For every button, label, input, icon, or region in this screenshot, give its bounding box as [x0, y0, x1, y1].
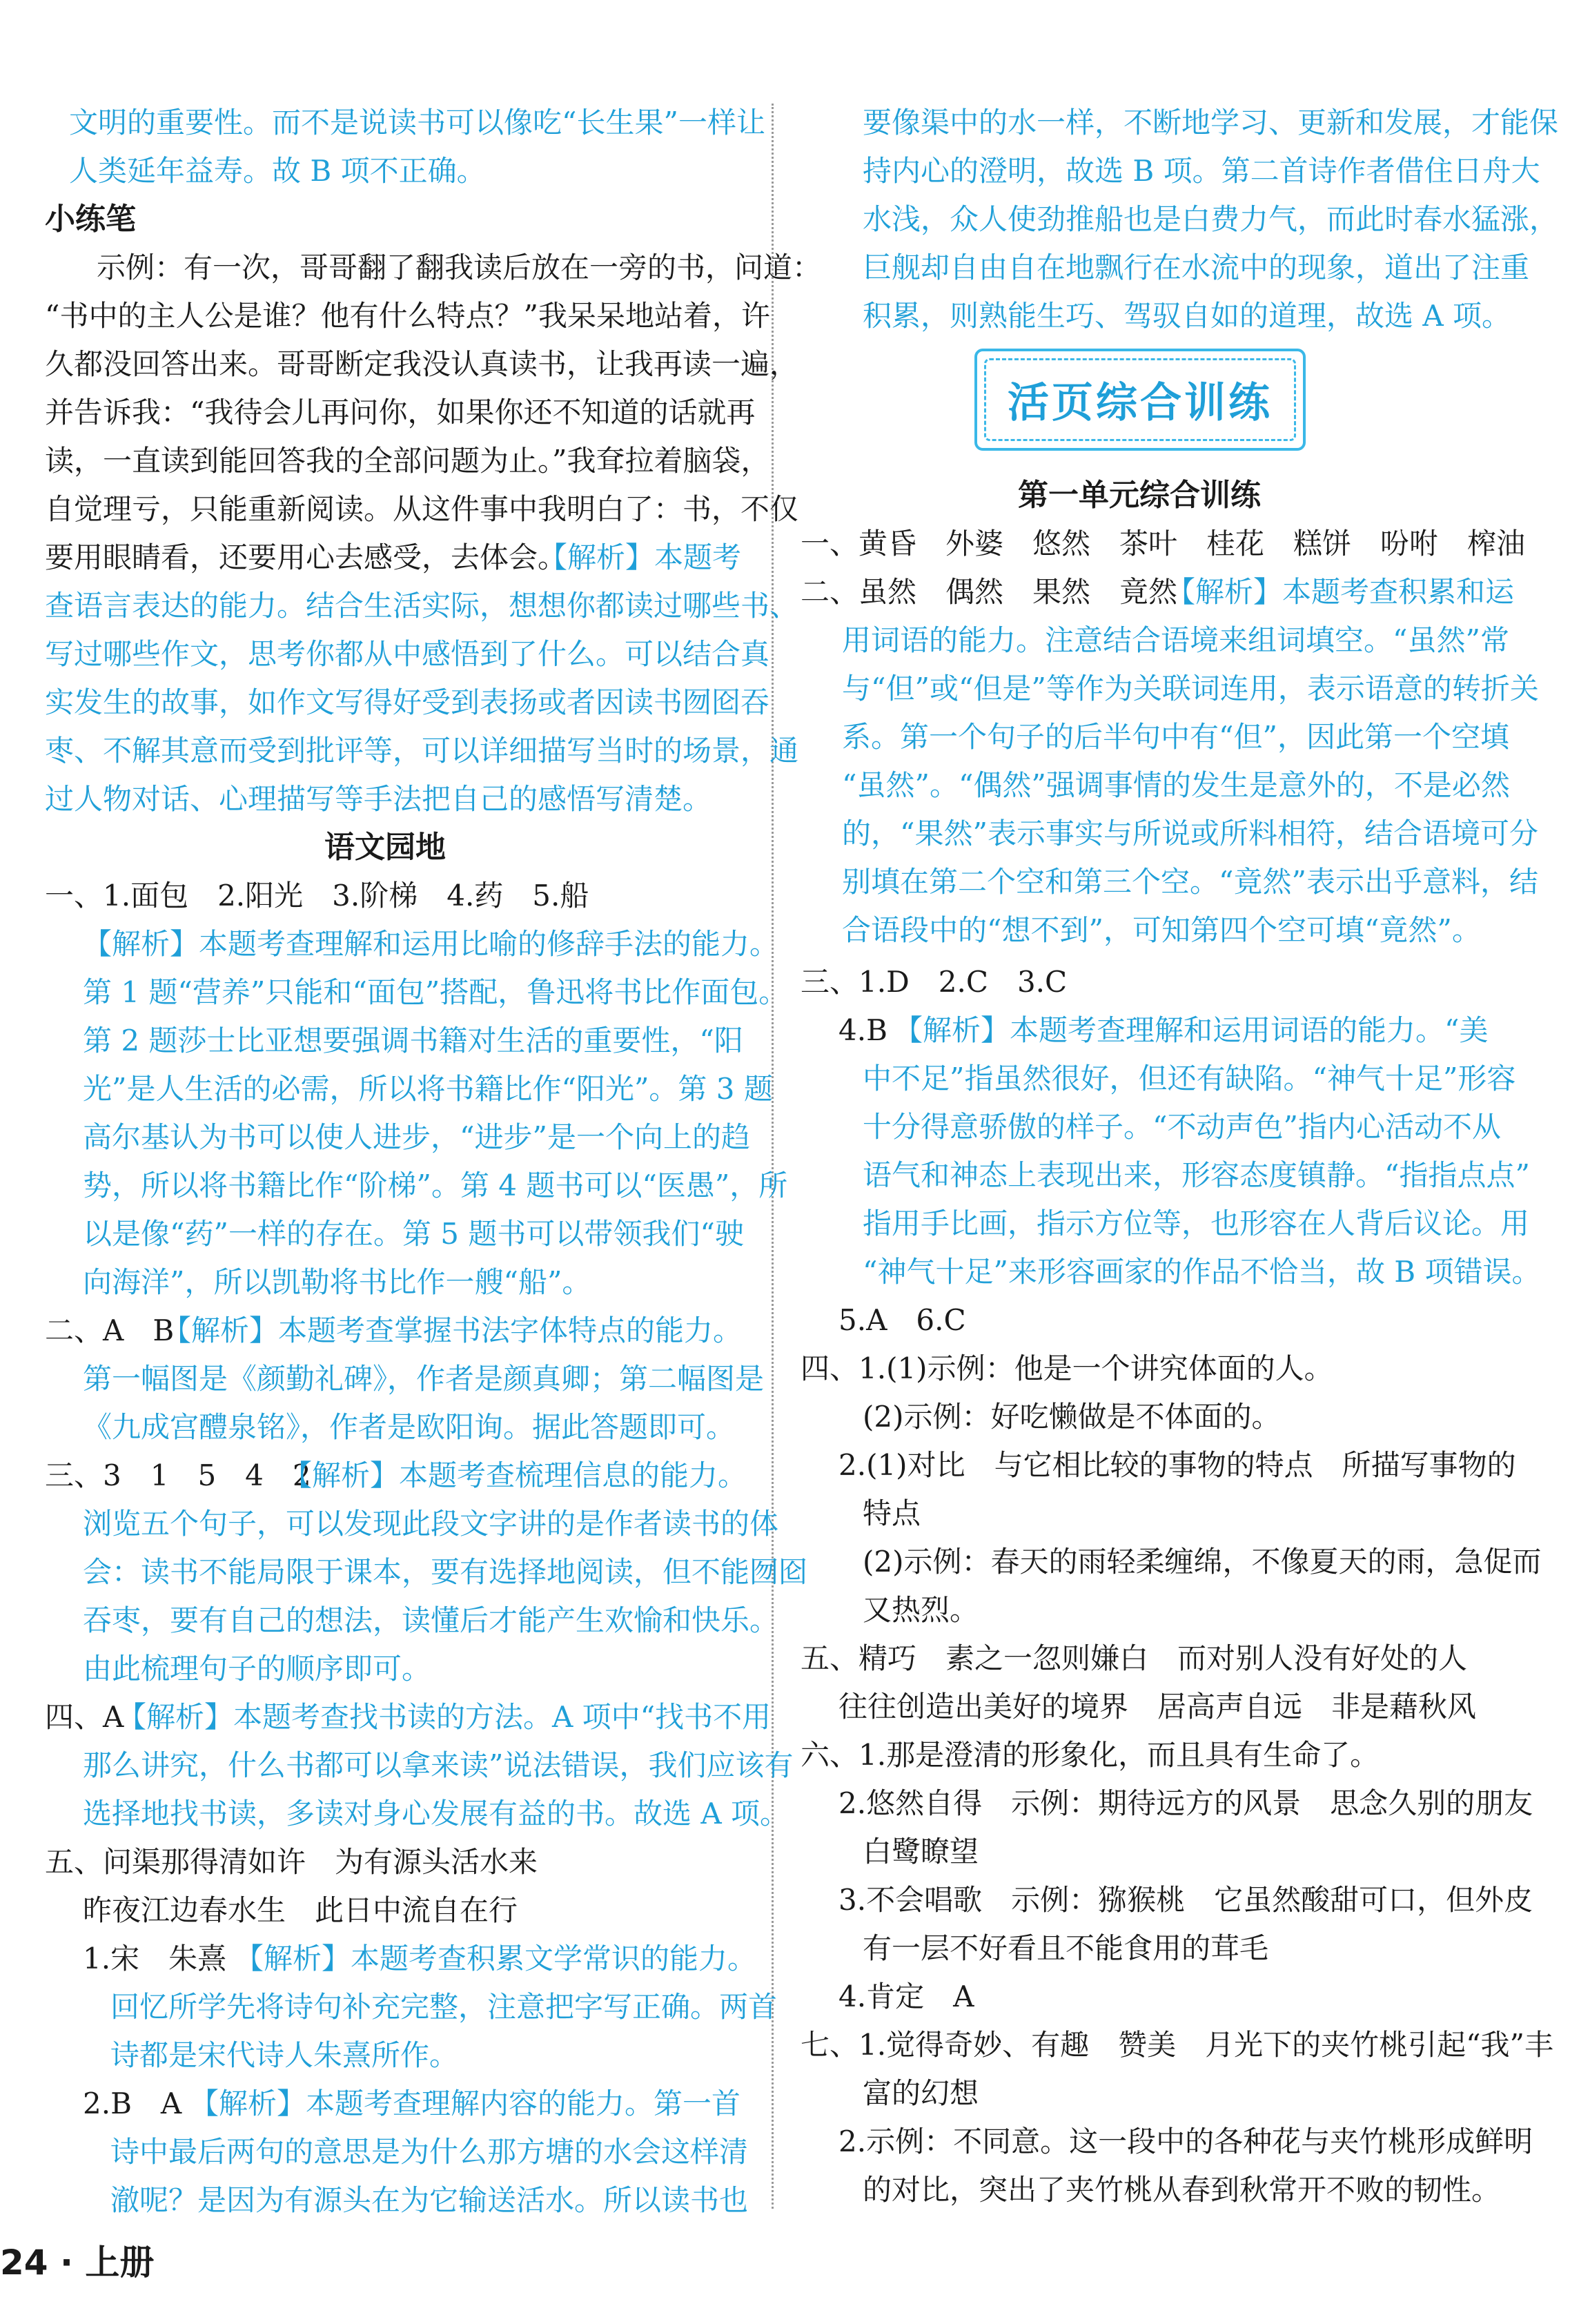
- right-text-line: (2)示例：好吃懒做是不体面的。: [863, 1400, 1281, 1434]
- right-text-line: 有一层不好看且不能食用的茸毛: [863, 1931, 1269, 1965]
- right-text-line: 四、1.(1)示例：他是一个讲究体面的人。: [801, 1351, 1333, 1385]
- right-text-line: 3.不会唱歌 示例：猕猴桃 它虽然酸甜可口，但外皮: [838, 1883, 1533, 1917]
- right-text-line: 系。第一个句子的后半句中有“但”，因此第一个空填: [842, 720, 1509, 754]
- left-text-line: 向海洋”，所以凯勒将书比作一艘“船”。: [83, 1265, 591, 1299]
- left-text-line: 二、A B: [45, 1314, 175, 1347]
- right-text-line: 七、1.觉得奇妙、有趣 赞美 月光下的夹竹桃引起“我”丰: [801, 2028, 1554, 2062]
- left-text-line: 选择地找书读，多读对身心发展有益的书。故选 A 项。: [83, 1797, 789, 1830]
- right-text-line: 的对比，突出了夹竹桃从春到秋常开不败的韧性。: [863, 2173, 1501, 2207]
- left-text-line: 诗中最后两句的意思是为什么那方塘的水会这样清: [110, 2135, 749, 2169]
- right-text-line: 五、精巧 素之一忽则嫌白 而对别人没有好处的人: [801, 1641, 1468, 1675]
- right-text-line: 指用手比画，指示方位等，也形容在人背后议论。用: [863, 1207, 1530, 1240]
- left-text-line: 过人物对话、心理描写等手法把自己的感悟写清楚。: [45, 782, 712, 816]
- left-text-line: 语文园地: [324, 830, 446, 865]
- left-text-line: 写过哪些作文，思考你都从中感悟到了什么。可以结合真: [45, 637, 770, 671]
- left-text-line: 昨夜江边春水生 此日中流自在行: [83, 1893, 518, 1927]
- left-text-line: 查语言表达的能力。结合生活实际，想想你都读过哪些书、: [45, 589, 799, 623]
- right-text-line: 六、1.那是澄清的形象化，而且具有生命了。: [801, 1738, 1380, 1772]
- right-text-line: 【解析】本题考查理解和运用词语的能力。“美: [894, 1013, 1489, 1047]
- left-text-line: 第 1 题“营养”只能和“面包”搭配，鲁迅将书比作面包。: [83, 975, 788, 1009]
- right-text-line: 一、黄昏 外婆 悠然 茶叶 桂花 糕饼 吩咐 榨油: [801, 527, 1526, 560]
- left-text-line: 并告诉我：“我待会儿再问你，如果你还不知道的话就再: [45, 396, 756, 429]
- left-text-line: “书中的主人公是谁？他有什么特点？”我呆呆地站着，许: [45, 299, 770, 333]
- left-text-line: 三、3 1 5 4 2: [45, 1458, 311, 1492]
- right-text-line: 富的幻想: [863, 2076, 979, 2110]
- right-text-line: 持内心的澄明，故选 B 项。第二首诗作者借住日舟大: [863, 154, 1540, 188]
- right-text-line: 4.肯定 A: [838, 1980, 974, 2013]
- left-text-line: 【解析】本题考查理解内容的能力。第一首: [190, 2087, 741, 2120]
- right-text-line: 特点: [863, 1496, 921, 1530]
- right-text-line: “虽然”。“偶然”强调事情的发生是意外的，不是必然: [842, 768, 1510, 802]
- right-text-line: (2)示例：春天的雨轻柔缠绵，不像夏天的雨，急促而: [863, 1545, 1542, 1579]
- left-text-line: 四、A: [45, 1700, 124, 1734]
- left-text-line: 实发生的故事，如作文写得好受到表扬或者因读书囫囵吞: [45, 685, 770, 719]
- left-text-line: 【解析】本题考: [538, 540, 742, 574]
- right-text-line: 往往创造出美好的境界 居高声自远 非是藉秋风: [838, 1690, 1477, 1724]
- right-text-line: 别填在第二个空和第三个空。“竟然”表示出乎意料，结: [842, 865, 1538, 899]
- right-text-line: 【解析】本题考查积累和运: [1166, 575, 1515, 609]
- left-text-line: 自觉理亏，只能重新阅读。从这件事中我明白了：书，不仅: [45, 492, 799, 526]
- left-text-line: 势，所以将书籍比作“阶梯”。第 4 题书可以“医愚”，所: [83, 1169, 788, 1202]
- left-text-line: 小练笔: [45, 202, 136, 237]
- left-text-line: 要用眼睛看，还要用心去感受，去体会。: [45, 540, 567, 574]
- left-text-line: 光”是人生活的必需，所以将书籍比作“阳光”。第 3 题: [83, 1072, 773, 1106]
- right-text-line: 中不足”指虽然很好，但还有缺陷。“神气十足”形容: [863, 1062, 1516, 1095]
- right-text-line: 2.悠然自得 示例：期待远方的风景 思念久别的朋友: [838, 1786, 1533, 1820]
- left-text-line: 吞枣，要有自己的想法，读懂后才能产生欢愉和快乐。: [83, 1603, 779, 1637]
- left-text-line: 第一幅图是《颜勤礼碑》，作者是颜真卿；第二幅图是: [83, 1362, 765, 1396]
- left-text-line: 会：读书不能局限于课本，要有选择地阅读，但不能囫囵: [83, 1555, 808, 1589]
- right-text-line: 2.示例：不同意。这一段中的各种花与夹竹桃形成鲜明: [838, 2125, 1533, 2158]
- right-text-line: 4.B: [838, 1013, 887, 1047]
- left-text-line: 那么讲究，什么书都可以拿来读”说法错误，我们应该有: [83, 1748, 794, 1782]
- left-text-line: 【解析】本题考查积累文学常识的能力。: [235, 1942, 757, 1975]
- right-text-line: 又热烈。: [863, 1593, 979, 1627]
- right-text-line: 三、1.D 2.C 3.C: [801, 965, 1068, 999]
- left-text-line: 读，一直读到能回答我的全部问题为止。”我耷拉着脑袋，: [45, 444, 770, 478]
- section-banner: [974, 349, 1306, 451]
- right-text-line: “神气十足”来形容画家的作品不恰当，故 B 项错误。: [863, 1255, 1541, 1289]
- left-text-line: 【解析】本题考查理解和运用比喻的修辞手法的能力。: [83, 927, 779, 961]
- left-text-line: 五、问渠那得清如许 为有源头活水来: [45, 1845, 538, 1879]
- right-text-line: 5.A 6.C: [838, 1303, 966, 1337]
- left-text-line: 高尔基认为书可以使人进步，“进步”是一个向上的趋: [83, 1120, 750, 1154]
- left-text-line: 【解析】本题考查找书读的方法。A 项中“找书不用: [117, 1700, 772, 1734]
- left-text-line: 由此梳理句子的顺序即可。: [83, 1652, 431, 1686]
- right-text-line: 语气和神态上表现出来，形容态度镇静。“指指点点”: [863, 1158, 1530, 1192]
- left-text-line: 《九成宫醴泉铭》，作者是欧阳询。据此答题即可。: [83, 1410, 736, 1444]
- right-text-line: 巨舰却自由自在地飘行在水流中的现象，道出了注重: [863, 251, 1530, 284]
- right-text-line: 2.(1)对比 与它相比较的事物的特点 所描写事物的: [838, 1448, 1516, 1482]
- right-text-line: 十分得意骄傲的样子。“不动声色”指内心活动不从: [863, 1110, 1501, 1144]
- right-text-line: 积累，则熟能生巧、驾驭自如的道理，故选 A 项。: [863, 299, 1511, 333]
- right-text-line: 要像渠中的水一样，不断地学习、更新和发展，才能保: [863, 106, 1559, 139]
- left-text-line: 第 2 题莎士比亚想要强调书籍对生活的重要性，“阳: [83, 1024, 743, 1057]
- left-text-line: 1.宋 朱熹: [83, 1942, 227, 1975]
- left-text-line: 文明的重要性。而不是说读书可以像吃“长生果”一样让: [69, 106, 765, 139]
- column-divider: [772, 104, 774, 2209]
- left-text-line: 以是像“药”一样的存在。第 5 题书可以带领我们“驶: [83, 1217, 744, 1251]
- left-text-line: 人类延年益寿。故 B 项不正确。: [69, 154, 486, 188]
- left-text-line: 【解析】本题考查梳理信息的能力。: [283, 1458, 747, 1492]
- left-text-line: 浏览五个句子，可以发现此段文字讲的是作者读书的体: [83, 1507, 779, 1541]
- left-text-line: 久都没回答出来。哥哥断定我没认真读书，让我再读一遍，: [45, 347, 799, 381]
- left-text-line: 枣、不解其意而受到批评等，可以详细描写当时的场景，通: [45, 734, 799, 768]
- right-text-line: 白鹭瞭望: [863, 1835, 979, 1868]
- right-text-line: 第一单元综合训练: [1018, 478, 1261, 513]
- page-number: 24 · 上册: [0, 2243, 155, 2283]
- right-text-line: 合语段中的“想不到”，可知第四个空可填“竟然”。: [842, 913, 1481, 947]
- banner-title: 活页综合训练: [1008, 379, 1273, 427]
- left-text-line: 一、1.面包 2.阳光 3.阶梯 4.药 5.船: [45, 879, 589, 912]
- right-text-line: 与“但”或“但是”等作为关联词连用，表示语意的转折关: [842, 672, 1539, 705]
- left-text-line: 澈呢？是因为有源头在为它输送活水。所以读书也: [110, 2183, 749, 2217]
- right-text-line: 用词语的能力。注意结合语境来组词填空。“虽然”常: [842, 623, 1509, 657]
- right-text-line: 水浅，众人使劲推船也是白费力气，而此时春水猛涨，: [863, 202, 1559, 236]
- right-text-line: 的，“果然”表示事实与所说或所料相符，结合语境可分: [842, 817, 1538, 850]
- left-text-line: 诗都是宋代诗人朱熹所作。: [110, 2038, 459, 2072]
- left-text-line: 2.B A: [83, 2087, 182, 2120]
- left-text-line: 回忆所学先将诗句补充完整，注意把字写正确。两首: [110, 1990, 778, 2024]
- right-text-line: 二、虽然 偶然 果然 竟然: [801, 575, 1178, 609]
- left-text-line: 示例：有一次，哥哥翻了翻我读后放在一旁的书，问道：: [97, 251, 822, 284]
- left-text-line: 【解析】本题考查掌握书法字体特点的能力。: [162, 1314, 743, 1347]
